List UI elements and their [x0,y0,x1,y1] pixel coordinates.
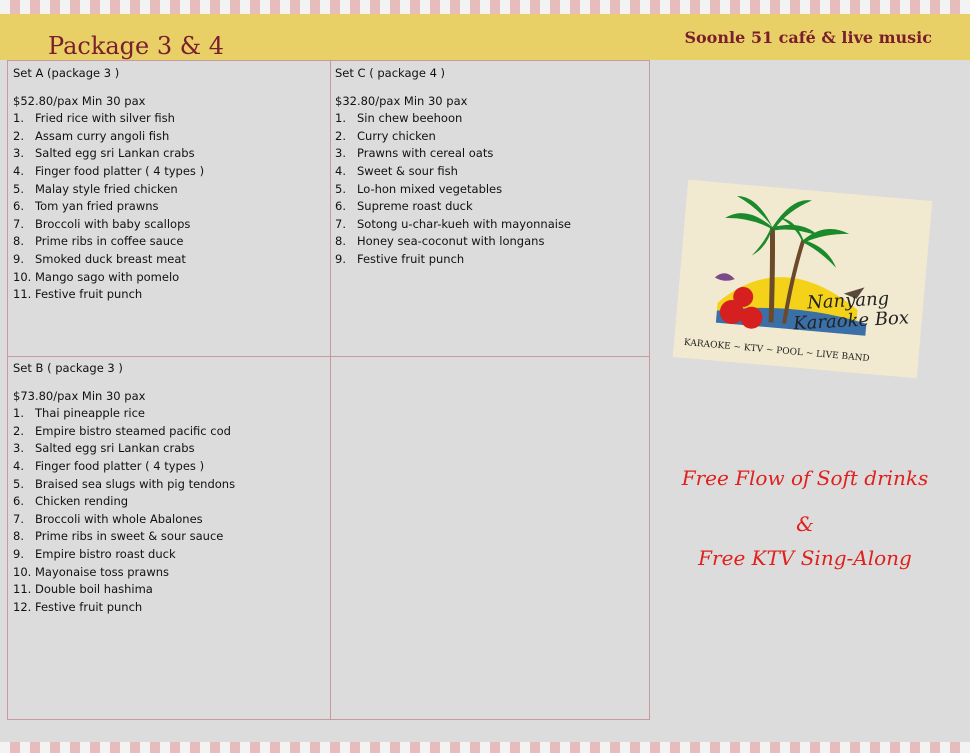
menu-item [13,476,235,494]
menu-item-number: 3. [13,146,24,161]
menu-item-label: Sin chew beehoon [357,111,463,126]
set-a-price: $52.80/pax Min 30 pax [13,93,146,108]
menu-item-label: Prime ribs in sweet & sour sauce [35,529,224,544]
grid-divider-vertical [330,61,331,719]
menu-item [13,405,235,423]
menu-item [13,163,204,181]
menu-item [13,286,204,304]
menu-item [335,181,571,199]
menu-item-label: Lo-hon mixed vegetables [357,181,503,196]
menu-item-label: Prawns with cereal oats [357,146,494,161]
set-c-heading: Set C ( package 4 ) [335,66,446,80]
menu-item-number: 2. [13,423,24,438]
menu-item-number: 3. [13,441,24,456]
menu-item-number: 2. [13,128,24,143]
menu-item [335,198,571,216]
menu-item [335,163,571,181]
menu-item-number: 11. [13,582,32,597]
menu-item-label: Salted egg sri Lankan crabs [35,441,195,456]
grid-divider-horizontal [8,356,649,357]
menu-item [13,110,204,128]
menu-item [13,458,235,476]
menu-item-number: 7. [335,216,346,231]
menu-item [335,145,571,163]
menu-item-number: 7. [13,511,24,526]
menu-item-label: Empire bistro roast duck [35,546,176,561]
menu-item-number: 9. [13,546,24,561]
promo-line-2: Free KTV Sing-Along [698,546,912,570]
menu-item-label: Finger food platter ( 4 types ) [35,458,205,473]
set-c-items [335,110,571,268]
menu-item-label: Salted egg sri Lankan crabs [35,146,195,161]
menu-item [13,269,204,287]
menu-item-label: Smoked duck breast meat [35,251,186,266]
menu-item-label: Broccoli with whole Abalones [35,511,203,526]
menu-item-label: Sotong u-char-kueh with mayonnaise [357,216,572,231]
menu-item-number: 4. [13,458,24,473]
menu-item-number: 10. [13,269,32,284]
nanyang-karaoke-box-logo [673,180,933,379]
bottom-stripe-border [0,742,970,753]
menu-item-number: 2. [335,128,346,143]
promo-ampersand: & [796,512,814,536]
set-a-panel [13,65,204,304]
set-b-panel [13,360,235,616]
set-a-heading: Set A (package 3 ) [13,66,120,80]
top-stripe-border [0,0,970,14]
menu-item [13,423,235,441]
menu-item [13,216,204,234]
menu-item-number: 5. [335,181,346,196]
menu-item [13,528,235,546]
menu-item-number: 4. [335,163,346,178]
menu-item-label: Tom yan fried prawns [35,199,159,214]
menu-item [335,251,571,269]
logo-name-line2: Karaoke Box [792,307,910,335]
set-a-items [13,110,204,304]
menu-item-number: 12. [13,599,32,614]
menu-item-label: Prime ribs in coffee sauce [35,234,184,249]
menu-item [13,511,235,529]
menu-grid [7,60,650,720]
menu-item-number: 6. [335,199,346,214]
menu-item [13,198,204,216]
menu-item-label: Broccoli with baby scallops [35,216,191,231]
logo-name-line1: Nanyang [806,288,890,314]
menu-item [13,128,204,146]
menu-item [13,564,235,582]
menu-item [335,110,571,128]
menu-item-label: Finger food platter ( 4 types ) [35,163,205,178]
menu-item-number: 1. [13,406,24,421]
menu-item-label: Sweet & sour fish [357,163,458,178]
menu-item-number: 6. [13,494,24,509]
menu-item-label: Malay style fried chicken [35,181,178,196]
menu-item [13,233,204,251]
menu-item-number: 9. [335,251,346,266]
menu-item-label: Chicken rending [35,494,129,509]
menu-item-label: Assam curry angoli fish [35,128,170,143]
menu-item-number: 3. [335,146,346,161]
menu-item-label: Festive fruit punch [35,287,143,302]
menu-item [335,216,571,234]
menu-item [13,581,235,599]
menu-item-label: Festive fruit punch [357,251,465,266]
menu-item [13,145,204,163]
header-bar [0,14,970,60]
menu-item-number: 10. [13,564,32,579]
menu-item [335,233,571,251]
menu-item-number: 1. [13,111,24,126]
menu-item-label: Supreme roast duck [357,199,473,214]
set-b-price: $73.80/pax Min 30 pax [13,388,146,403]
set-c-panel [335,65,571,269]
menu-item-number: 5. [13,181,24,196]
menu-item-number: 5. [13,476,24,491]
menu-item-label: Thai pineapple rice [35,406,145,421]
set-b-items [13,405,235,616]
menu-item-number: 8. [13,234,24,249]
menu-item-number: 11. [13,287,32,302]
menu-item-label: Mango sago with pomelo [35,269,180,284]
menu-item-number: 8. [335,234,346,249]
logo-tagline: KARAOKE ~ KTV ~ POOL ~ LIVE BAND [683,337,870,365]
menu-item-number: 8. [13,529,24,544]
menu-item [13,493,235,511]
menu-item-label: Honey sea-coconut with longans [357,234,545,249]
menu-item-label: Mayonaise toss prawns [35,564,170,579]
menu-item-label: Fried rice with silver fish [35,111,175,126]
menu-item-number: 4. [13,163,24,178]
menu-item-label: Double boil hashima [35,582,153,597]
set-c-price: $32.80/pax Min 30 pax [335,93,468,108]
menu-item-label: Braised sea slugs with pig tendons [35,476,236,491]
brand-name: Soonle 51 café & live music [684,28,932,47]
menu-item-number: 6. [13,199,24,214]
menu-item [13,440,235,458]
menu-item-label: Curry chicken [357,128,436,143]
set-b-heading: Set B ( package 3 ) [13,361,123,375]
menu-item [13,546,235,564]
menu-item-number: 7. [13,216,24,231]
menu-item-label: Festive fruit punch [35,599,143,614]
menu-item [13,181,204,199]
menu-item-number: 1. [335,111,346,126]
page-title: Package 3 & 4 [48,32,225,60]
menu-item [13,251,204,269]
menu-item-number: 9. [13,251,24,266]
promo-line-1: Free Flow of Soft drinks [681,466,929,490]
menu-item [13,599,235,617]
menu-item [335,128,571,146]
menu-item-label: Empire bistro steamed pacific cod [35,423,231,438]
